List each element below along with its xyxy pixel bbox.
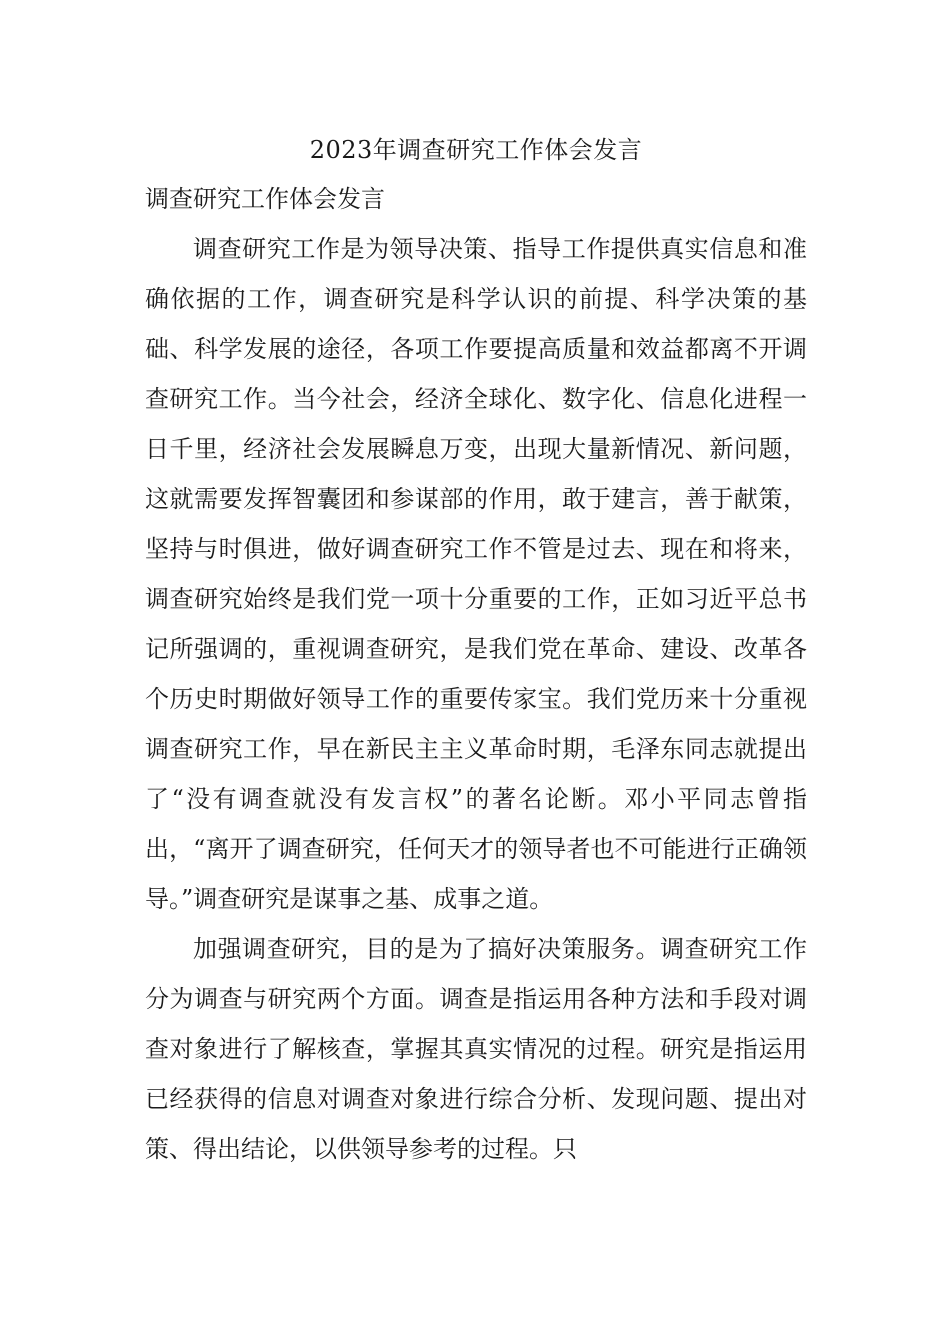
document-subtitle: 调查研究工作体会发言 xyxy=(145,185,385,213)
document-page xyxy=(145,126,807,1174)
document-title: 2023年调查研究工作体会发言 xyxy=(309,136,643,164)
paragraph-1: 调查研究工作是为领导决策、指导工作提供真实信息和准确依据的工作，调查研究是科学认识的前提、科学决策的基础、科学发展的途径，各项工作要提高质量和效益都离不开调查研究工作。当今社会，经济全球化、数字化、信息化进程一日千里，经济社会发展瞬息万变，出现大量新情况、新问题，这就需要发挥智囊团和参谋部的作用，敢于建言，善于献策，坚持与时俱进，做好调查研究工作不管是过去、现在和将来，调查研究始终是我们党一项十分重要的工作，正如习近平总书记所强调的，重视调查研究，是我们党在革命、建设、改革各个历史时期做好领导工作的重要传家宝。我们党历来十分重视调查研究工作，早在新民主主义革命时期，毛泽东同志就提出了“没有调查就没有发言权”的著名论断。邓小平同志曾指出，“离开了调查研究，任何天才的领导者也不可能进行正确领导。”调查研究是谋事之基、成事之道。 xyxy=(145,235,807,913)
paragraph-2: 加强调查研究，目的是为了搞好决策服务。调查研究工作分为调查与研究两个方面。调查是指运用各种方法和手段对调查对象进行了解核查，掌握其真实情况的过程。研究是指运用已经获得的信息对调查对象进行综合分析、发现问题、提出对策、得出结论，以供领导参考的过程。只 xyxy=(145,935,807,1163)
